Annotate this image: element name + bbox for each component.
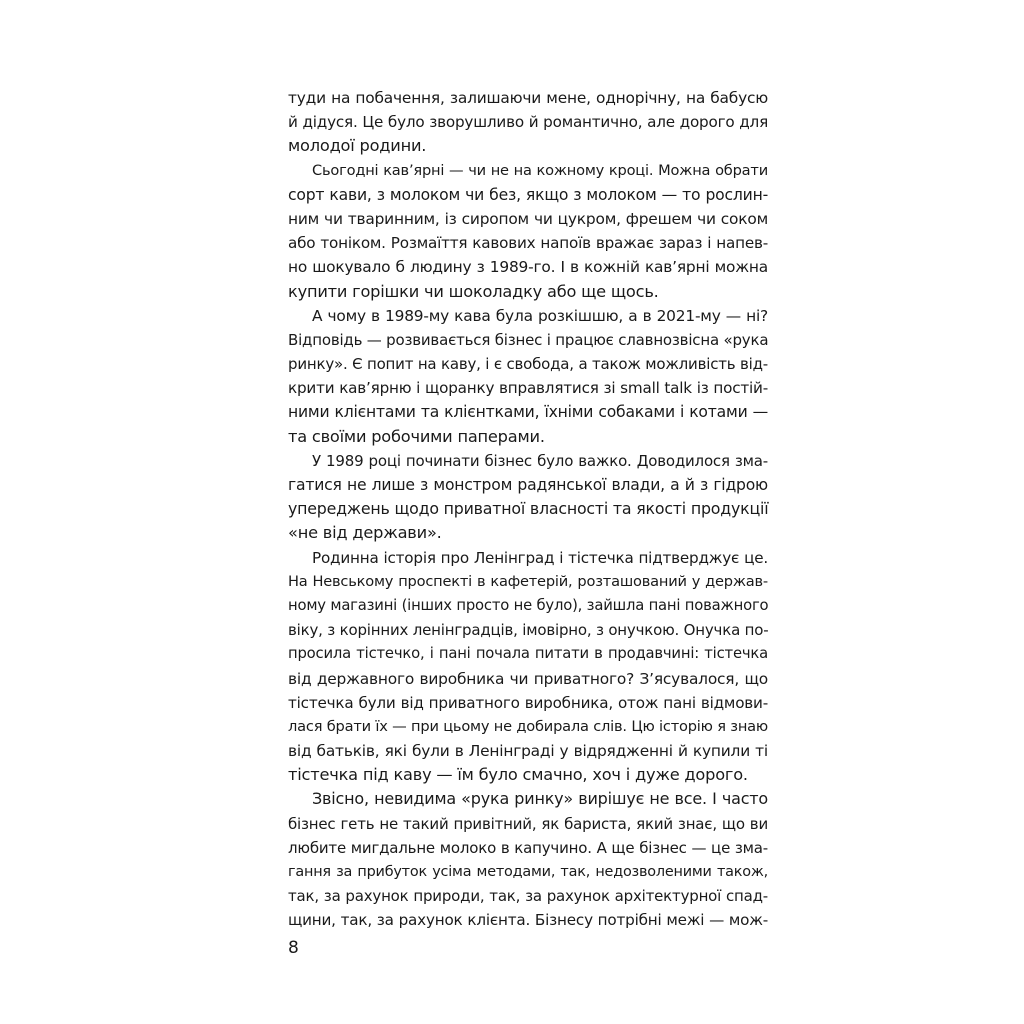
text-line: віку, з корінних ленінградців, імовірно, з онучкою. Онучка по- <box>288 621 769 640</box>
text-line: так, за рахунок природи, так, за рахунок архітектурної спад- <box>288 887 768 906</box>
body-text <box>288 86 768 933</box>
text-line: бізнес геть не такий привітний, як бариста, який знає, що ви <box>288 814 768 833</box>
text-line: купити горішки чи шоколадку або ще щось. <box>288 281 659 301</box>
text-line: тістечка були від приватного виробника, отож пані відмови- <box>288 693 768 712</box>
text-line: ними клієнтами та клієнтками, їхніми собаками і котами — <box>288 403 768 422</box>
text-line: туди на побачення, залишаючи мене, однорічну, на бабусю <box>288 89 768 107</box>
text-line: «не від держави». <box>288 523 442 543</box>
text-line: від батьків, які були в Ленінграді у відрядженні й купили ті <box>288 742 768 761</box>
text-line: тістечка під каву — їм було смачно, хоч і дуже дорого. <box>288 765 748 785</box>
text-line: ринку». Є попит на каву, і є свобода, а також можливість від- <box>288 355 768 374</box>
paragraph-first-line: Сьогодні кав’ярні — чи не на кожному кроці. Можна обрати <box>312 161 768 179</box>
paragraph-first-line: Звісно, невидима «рука ринку» вирішує не все. І часто <box>312 789 768 809</box>
text-line: лася брати їх — при цьому не добирала слів. Цю історію я знаю <box>288 717 768 735</box>
text-line: й дідуся. Це було зворушливо й романтично, але дорого для <box>288 113 768 132</box>
text-line: просила тістечко, і пані почала питати в продавчині: тістечка <box>288 645 768 663</box>
text-line: но шокувало б людину з 1989-го. І в кожній кав’ярні можна <box>288 258 768 277</box>
text-line: Відповідь — розвивається бізнес і працює славнозвісна «рука <box>288 330 769 349</box>
text-line: ним чи тваринним, із сиропом чи цукром, фрешем чи соком <box>288 209 768 228</box>
text-line: від державного виробника чи приватного? З’ясувалося, що <box>288 669 768 688</box>
text-line: гання за прибуток усіма методами, так, недозволеними також, <box>288 864 768 880</box>
text-line: крити кав’ярню і щоранку вправлятися зі small talk із постій- <box>288 379 768 398</box>
paragraph-first-line: Родинна історія про Ленінград і тістечка підтверджує це. <box>312 548 768 567</box>
paragraph-first-line: А чому в 1989-му кава була розкішшю, а в 2021-му — ні? <box>312 306 768 325</box>
paragraph-first-line: У 1989 році починати бізнес було важко. Доводилося зма- <box>312 451 768 470</box>
text-line: щини, так, за рахунок клієнта. Бізнесу потрібні межі — мож- <box>288 911 768 930</box>
text-line: На Невському проспекті в кафетерій, розташований у держав- <box>288 572 768 590</box>
text-line: любите мигдальне молоко в капучино. А ще бізнес — це зма- <box>288 838 768 857</box>
text-line: або тоніком. Розмаїття кавових напоїв вражає зараз і напев- <box>288 234 768 253</box>
text-line: упереджень щодо приватної власності та якості продукції <box>288 499 769 519</box>
page-number: 8 <box>288 938 299 958</box>
text-line: сорт кави, з молоком чи без, якщо з молоком — то рослин- <box>288 185 768 204</box>
text-line: гатися не лише з монстром радянської влади, а й з гідрою <box>288 476 768 494</box>
text-line: та своїми робочими паперами. <box>288 426 545 446</box>
text-line: молодої родини. <box>288 136 427 156</box>
text-line: ному магазині (інших просто не було), зайшла пані поважного <box>288 596 769 614</box>
